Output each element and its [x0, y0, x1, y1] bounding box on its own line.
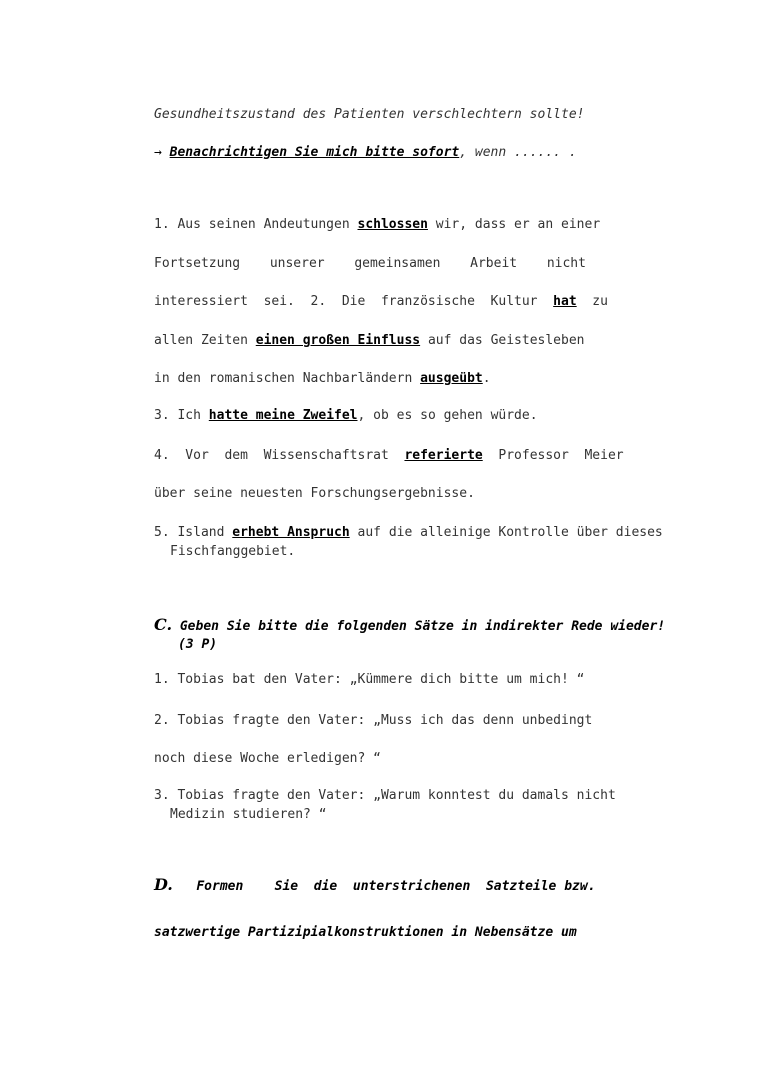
text-fragment: auf das Geistesleben: [420, 333, 585, 348]
underlined-phrase: referierte: [404, 448, 483, 463]
sentence-2-line-1: [154, 293, 608, 311]
section-d-heading-line-2: [154, 924, 577, 942]
underlined-phrase: schlossen: [357, 217, 428, 232]
c-item-2-line-2: noch diese Woche erledigen? “: [154, 751, 381, 766]
word: unserer: [269, 256, 325, 271]
sentence-3: [154, 407, 538, 425]
justified-line: [154, 255, 586, 273]
text-fragment: wir, dass er an einer: [427, 217, 601, 232]
section-d-heading: [154, 876, 596, 896]
sentence-2-line-3: [154, 370, 491, 388]
sentence-4-line-2: über seine neuesten Forschungsergebnisse.: [154, 486, 475, 501]
word: Fortsetzung: [154, 256, 241, 271]
underlined-phrase: erhebt Anspruch: [232, 525, 350, 540]
text-fragment: interessiert sei. 2. Die französische Kultur: [154, 294, 554, 309]
text-fragment: 1. Aus seinen Andeutungen: [154, 217, 358, 232]
section-title: Geben Sie bitte die folgenden Sätze in indirekter Rede wieder!: [172, 619, 666, 634]
text-fragment: 3. Ich: [154, 408, 209, 423]
section-title: Formen Sie die unterstrichenen Satzteile bzw.: [172, 879, 596, 894]
text-fragment: 5. Island: [154, 525, 233, 540]
section-title-cont: satzwertige Partizipialkonstruktionen in Nebensätze um: [154, 925, 577, 940]
section-c-points: [154, 636, 217, 654]
text-line: Gesundheitszustand des Patienten verschlechtern sollte!: [154, 107, 585, 122]
c-item-3-line-2: Medizin studieren? “: [170, 807, 327, 822]
text-fragment: allen Zeiten: [154, 333, 256, 348]
text-fragment: zu: [576, 294, 608, 309]
answer-line: [154, 144, 577, 162]
points-label: (3 P): [178, 637, 218, 652]
arrow-icon: →: [154, 145, 162, 160]
c-item-1: 1. Tobias bat den Vater: „Kümmere dich bitte um mich! “: [154, 672, 585, 687]
c-item-3: 3. Tobias fragte den Vater: „Warum konntest du damals nicht: [154, 788, 616, 803]
underlined-phrase: Benachrichtigen Sie mich bitte sofort: [169, 145, 460, 160]
text-fragment: .: [482, 371, 491, 386]
word: Arbeit: [470, 256, 518, 271]
sentence-2-line-2: [154, 332, 585, 350]
text-fragment: 4. Vor dem Wissenschaftsrat: [154, 448, 405, 463]
sentence-4: [154, 447, 624, 465]
section-letter: D.: [154, 875, 173, 894]
underlined-phrase: ausgeübt: [420, 371, 483, 386]
underlined-phrase: einen großen Einfluss: [255, 333, 421, 348]
underlined-phrase: hat: [553, 294, 577, 309]
c-item-2: 2. Tobias fragte den Vater: „Muss ich das denn unbedingt: [154, 713, 593, 728]
text-fragment: in den romanischen Nachbarländern: [154, 371, 421, 386]
text-fragment: Professor Meier: [482, 448, 624, 463]
sentence-5-line-2: Fischfanggebiet.: [170, 544, 296, 559]
underlined-phrase: hatte meine Zweifel: [208, 408, 358, 423]
sentence-1: [154, 216, 600, 234]
text-fragment: , wenn ...... .: [459, 145, 577, 160]
sentence-5: [154, 524, 663, 542]
word: nicht: [546, 256, 586, 271]
text-fragment: auf die alleinige Kontrolle über dieses: [349, 525, 663, 540]
word: gemeinsamen: [354, 256, 441, 271]
section-c-heading: [154, 616, 665, 636]
section-letter: C.: [154, 615, 173, 634]
text-fragment: , ob es so gehen würde.: [357, 408, 538, 423]
